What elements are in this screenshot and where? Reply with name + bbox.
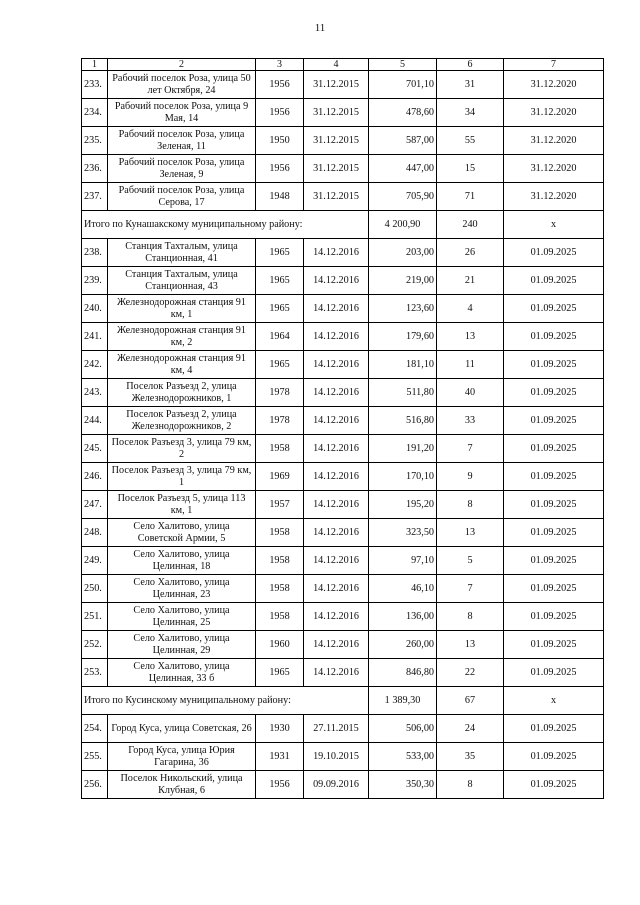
deadline-cell: 01.09.2025 xyxy=(504,491,604,519)
people-cell: 11 xyxy=(437,351,504,379)
year-cell: 1978 xyxy=(256,379,304,407)
column-number: 6 xyxy=(437,59,504,71)
row-number: 245. xyxy=(82,435,108,463)
address-cell: Железнодорожная станция 91 км, 2 xyxy=(108,323,256,351)
date-cell: 31.12.2015 xyxy=(304,71,369,99)
year-cell: 1965 xyxy=(256,659,304,687)
table-row xyxy=(82,351,604,379)
deadline-cell: 01.09.2025 xyxy=(504,715,604,743)
people-cell: 31 xyxy=(437,71,504,99)
address-cell: Село Халитово, улица Целинная, 18 xyxy=(108,547,256,575)
deadline-cell: 01.09.2025 xyxy=(504,351,604,379)
deadline-cell: 01.09.2025 xyxy=(504,631,604,659)
table-body xyxy=(82,71,604,799)
year-cell: 1930 xyxy=(256,715,304,743)
people-cell: 15 xyxy=(437,155,504,183)
year-cell: 1965 xyxy=(256,267,304,295)
area-cell: 219,00 xyxy=(369,267,437,295)
year-cell: 1978 xyxy=(256,407,304,435)
area-cell: 179,60 xyxy=(369,323,437,351)
row-number: 253. xyxy=(82,659,108,687)
area-cell: 701,10 xyxy=(369,71,437,99)
deadline-cell: 01.09.2025 xyxy=(504,463,604,491)
row-number: 244. xyxy=(82,407,108,435)
area-cell: 97,10 xyxy=(369,547,437,575)
deadline-cell: 01.09.2025 xyxy=(504,547,604,575)
deadline-cell: 01.09.2025 xyxy=(504,239,604,267)
deadline-cell: 31.12.2020 xyxy=(504,183,604,211)
date-cell: 14.12.2016 xyxy=(304,239,369,267)
date-cell: 31.12.2015 xyxy=(304,183,369,211)
row-number: 256. xyxy=(82,771,108,799)
deadline-cell: 01.09.2025 xyxy=(504,295,604,323)
table-row xyxy=(82,631,604,659)
address-cell: Село Халитово, улица Целинная, 25 xyxy=(108,603,256,631)
row-number: 254. xyxy=(82,715,108,743)
year-cell: 1958 xyxy=(256,547,304,575)
address-cell: Село Халитово, улица Целинная, 33 б xyxy=(108,659,256,687)
year-cell: 1950 xyxy=(256,127,304,155)
area-cell: 533,00 xyxy=(369,743,437,771)
area-cell: 447,00 xyxy=(369,155,437,183)
people-cell: 71 xyxy=(437,183,504,211)
area-cell: 170,10 xyxy=(369,463,437,491)
table-row xyxy=(82,155,604,183)
total-area: 1 389,30 xyxy=(369,687,437,715)
total-people: 67 xyxy=(437,687,504,715)
year-cell: 1960 xyxy=(256,631,304,659)
table-row xyxy=(82,743,604,771)
year-cell: 1931 xyxy=(256,743,304,771)
people-cell: 13 xyxy=(437,323,504,351)
date-cell: 31.12.2015 xyxy=(304,155,369,183)
area-cell: 181,10 xyxy=(369,351,437,379)
table-row xyxy=(82,715,604,743)
year-cell: 1964 xyxy=(256,323,304,351)
date-cell: 31.12.2015 xyxy=(304,127,369,155)
date-cell: 14.12.2016 xyxy=(304,547,369,575)
people-cell: 34 xyxy=(437,99,504,127)
year-cell: 1957 xyxy=(256,491,304,519)
column-number: 3 xyxy=(256,59,304,71)
table-row xyxy=(82,575,604,603)
column-number-row xyxy=(82,59,604,71)
row-number: 249. xyxy=(82,547,108,575)
table-row xyxy=(82,603,604,631)
row-number: 240. xyxy=(82,295,108,323)
year-cell: 1956 xyxy=(256,99,304,127)
table-row xyxy=(82,267,604,295)
table-row xyxy=(82,407,604,435)
area-cell: 705,90 xyxy=(369,183,437,211)
date-cell: 14.12.2016 xyxy=(304,351,369,379)
table-row xyxy=(82,127,604,155)
area-cell: 516,80 xyxy=(369,407,437,435)
table-row xyxy=(82,519,604,547)
year-cell: 1958 xyxy=(256,575,304,603)
address-cell: Рабочий поселок Роза, улица 50 лет Октября, 24 xyxy=(108,71,256,99)
area-cell: 323,50 xyxy=(369,519,437,547)
deadline-cell: 01.09.2025 xyxy=(504,407,604,435)
address-cell: Рабочий поселок Роза, улица Зеленая, 9 xyxy=(108,155,256,183)
row-number: 239. xyxy=(82,267,108,295)
row-number: 237. xyxy=(82,183,108,211)
deadline-cell: 01.09.2025 xyxy=(504,519,604,547)
row-number: 247. xyxy=(82,491,108,519)
row-number: 235. xyxy=(82,127,108,155)
deadline-cell: 31.12.2020 xyxy=(504,127,604,155)
row-number: 233. xyxy=(82,71,108,99)
area-cell: 846,80 xyxy=(369,659,437,687)
address-cell: Село Халитово, улица Советской Армии, 5 xyxy=(108,519,256,547)
year-cell: 1958 xyxy=(256,519,304,547)
deadline-cell: 01.09.2025 xyxy=(504,267,604,295)
deadline-cell: 01.09.2025 xyxy=(504,659,604,687)
date-cell: 14.12.2016 xyxy=(304,575,369,603)
deadline-cell: 01.09.2025 xyxy=(504,323,604,351)
year-cell: 1958 xyxy=(256,435,304,463)
row-number: 248. xyxy=(82,519,108,547)
date-cell: 14.12.2016 xyxy=(304,267,369,295)
people-cell: 7 xyxy=(437,435,504,463)
area-cell: 587,00 xyxy=(369,127,437,155)
area-cell: 350,30 xyxy=(369,771,437,799)
people-cell: 4 xyxy=(437,295,504,323)
date-cell: 14.12.2016 xyxy=(304,659,369,687)
people-cell: 22 xyxy=(437,659,504,687)
district-total-row xyxy=(82,687,604,715)
address-cell: Поселок Разъезд 2, улица Железнодорожников, 2 xyxy=(108,407,256,435)
area-cell: 478,60 xyxy=(369,99,437,127)
year-cell: 1956 xyxy=(256,155,304,183)
row-number: 242. xyxy=(82,351,108,379)
total-label: Итого по Кунашакскому муниципальному району: xyxy=(82,211,369,239)
deadline-cell: 31.12.2020 xyxy=(504,155,604,183)
column-number: 2 xyxy=(108,59,256,71)
date-cell: 14.12.2016 xyxy=(304,631,369,659)
date-cell: 14.12.2016 xyxy=(304,519,369,547)
table-row xyxy=(82,379,604,407)
people-cell: 33 xyxy=(437,407,504,435)
area-cell: 506,00 xyxy=(369,715,437,743)
table-row xyxy=(82,99,604,127)
table-row xyxy=(82,463,604,491)
row-number: 251. xyxy=(82,603,108,631)
area-cell: 191,20 xyxy=(369,435,437,463)
total-deadline: x xyxy=(504,211,604,239)
row-number: 250. xyxy=(82,575,108,603)
people-cell: 7 xyxy=(437,575,504,603)
area-cell: 136,00 xyxy=(369,603,437,631)
table-row xyxy=(82,491,604,519)
deadline-cell: 01.09.2025 xyxy=(504,575,604,603)
address-cell: Рабочий поселок Роза, улица Зеленая, 11 xyxy=(108,127,256,155)
area-cell: 195,20 xyxy=(369,491,437,519)
page-number: 11 xyxy=(314,22,326,34)
date-cell: 14.12.2016 xyxy=(304,323,369,351)
deadline-cell: 31.12.2020 xyxy=(504,71,604,99)
table-row xyxy=(82,183,604,211)
total-deadline: x xyxy=(504,687,604,715)
date-cell: 27.11.2015 xyxy=(304,715,369,743)
date-cell: 14.12.2016 xyxy=(304,491,369,519)
address-cell: Железнодорожная станция 91 км, 4 xyxy=(108,351,256,379)
people-cell: 35 xyxy=(437,743,504,771)
year-cell: 1965 xyxy=(256,351,304,379)
address-cell: Поселок Разъезд 2, улица Железнодорожников, 1 xyxy=(108,379,256,407)
address-cell: Поселок Разъезд 3, улица 79 км, 2 xyxy=(108,435,256,463)
people-cell: 8 xyxy=(437,603,504,631)
deadline-cell: 01.09.2025 xyxy=(504,379,604,407)
deadline-cell: 01.09.2025 xyxy=(504,743,604,771)
area-cell: 511,80 xyxy=(369,379,437,407)
people-cell: 40 xyxy=(437,379,504,407)
column-number: 1 xyxy=(82,59,108,71)
year-cell: 1956 xyxy=(256,771,304,799)
people-cell: 13 xyxy=(437,519,504,547)
row-number: 241. xyxy=(82,323,108,351)
column-number: 5 xyxy=(369,59,437,71)
address-cell: Город Куса, улица Юрия Гагарина, 36 xyxy=(108,743,256,771)
deadline-cell: 01.09.2025 xyxy=(504,603,604,631)
people-cell: 26 xyxy=(437,239,504,267)
address-cell: Станция Тахталым, улица Станционная, 41 xyxy=(108,239,256,267)
date-cell: 09.09.2016 xyxy=(304,771,369,799)
deadline-cell: 31.12.2020 xyxy=(504,99,604,127)
row-number: 238. xyxy=(82,239,108,267)
address-cell: Рабочий поселок Роза, улица 9 Мая, 14 xyxy=(108,99,256,127)
people-cell: 24 xyxy=(437,715,504,743)
year-cell: 1965 xyxy=(256,295,304,323)
address-cell: Станция Тахталым, улица Станционная, 43 xyxy=(108,267,256,295)
total-area: 4 200,90 xyxy=(369,211,437,239)
year-cell: 1965 xyxy=(256,239,304,267)
row-number: 243. xyxy=(82,379,108,407)
area-cell: 123,60 xyxy=(369,295,437,323)
column-number: 4 xyxy=(304,59,369,71)
date-cell: 14.12.2016 xyxy=(304,407,369,435)
row-number: 246. xyxy=(82,463,108,491)
row-number: 234. xyxy=(82,99,108,127)
date-cell: 14.12.2016 xyxy=(304,379,369,407)
year-cell: 1969 xyxy=(256,463,304,491)
area-cell: 260,00 xyxy=(369,631,437,659)
total-people: 240 xyxy=(437,211,504,239)
year-cell: 1958 xyxy=(256,603,304,631)
address-cell: Село Халитово, улица Целинная, 29 xyxy=(108,631,256,659)
address-cell: Поселок Никольский, улица Клубная, 6 xyxy=(108,771,256,799)
people-cell: 8 xyxy=(437,491,504,519)
people-cell: 21 xyxy=(437,267,504,295)
table-row xyxy=(82,659,604,687)
date-cell: 14.12.2016 xyxy=(304,463,369,491)
table-row xyxy=(82,547,604,575)
row-number: 255. xyxy=(82,743,108,771)
table-row xyxy=(82,323,604,351)
table-row xyxy=(82,771,604,799)
column-number: 7 xyxy=(504,59,604,71)
row-number: 252. xyxy=(82,631,108,659)
area-cell: 203,00 xyxy=(369,239,437,267)
date-cell: 14.12.2016 xyxy=(304,603,369,631)
table-row xyxy=(82,71,604,99)
deadline-cell: 01.09.2025 xyxy=(504,771,604,799)
date-cell: 31.12.2015 xyxy=(304,99,369,127)
address-cell: Город Куса, улица Советская, 26 xyxy=(108,715,256,743)
people-cell: 9 xyxy=(437,463,504,491)
address-cell: Железнодорожная станция 91 км, 1 xyxy=(108,295,256,323)
district-total-row xyxy=(82,211,604,239)
address-cell: Рабочий поселок Роза, улица Серова, 17 xyxy=(108,183,256,211)
people-cell: 5 xyxy=(437,547,504,575)
area-cell: 46,10 xyxy=(369,575,437,603)
people-cell: 8 xyxy=(437,771,504,799)
address-cell: Село Халитово, улица Целинная, 23 xyxy=(108,575,256,603)
table-row xyxy=(82,295,604,323)
row-number: 236. xyxy=(82,155,108,183)
housing-table xyxy=(81,58,604,799)
date-cell: 14.12.2016 xyxy=(304,295,369,323)
address-cell: Поселок Разъезд 3, улица 79 км, 1 xyxy=(108,463,256,491)
year-cell: 1956 xyxy=(256,71,304,99)
deadline-cell: 01.09.2025 xyxy=(504,435,604,463)
date-cell: 14.12.2016 xyxy=(304,435,369,463)
address-cell: Поселок Разъезд 5, улица 113 км, 1 xyxy=(108,491,256,519)
table-row xyxy=(82,239,604,267)
total-label: Итого по Кусинскому муниципальному району: xyxy=(82,687,369,715)
year-cell: 1948 xyxy=(256,183,304,211)
people-cell: 55 xyxy=(437,127,504,155)
table-row xyxy=(82,435,604,463)
people-cell: 13 xyxy=(437,631,504,659)
date-cell: 19.10.2015 xyxy=(304,743,369,771)
